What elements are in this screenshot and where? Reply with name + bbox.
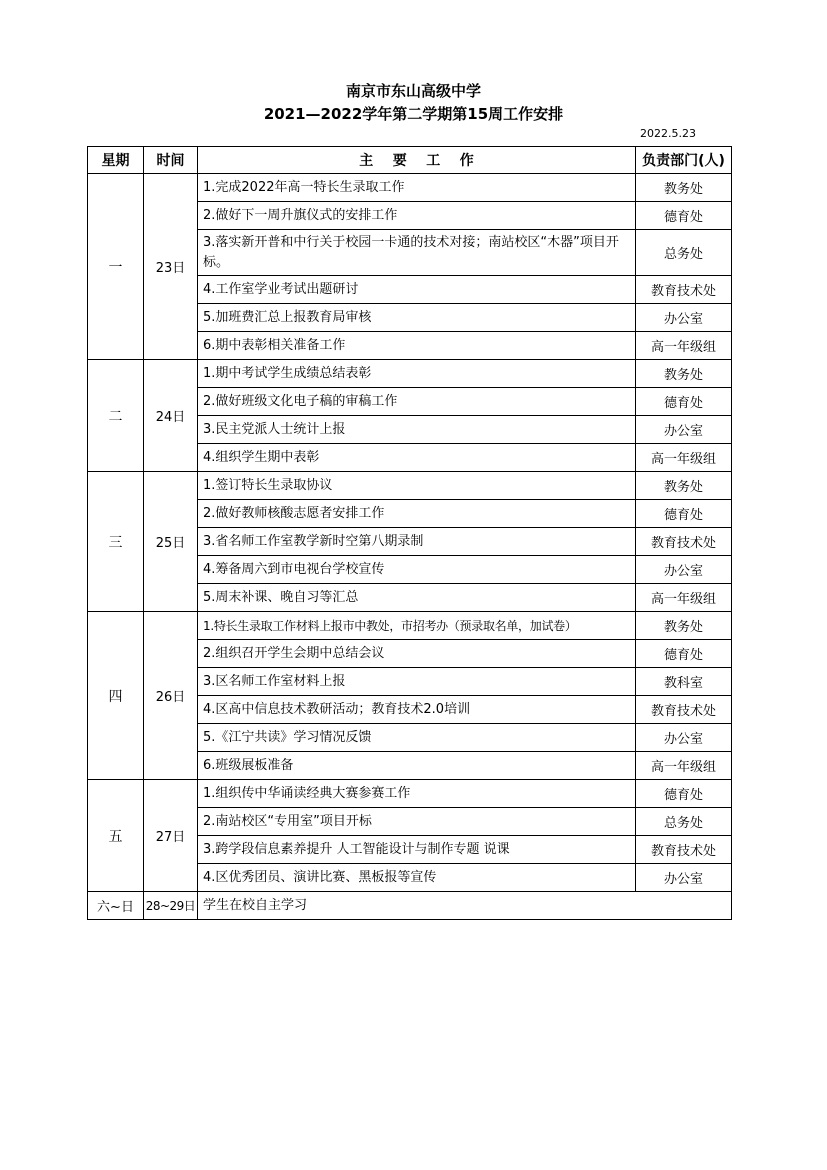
department-cell: 德育处 xyxy=(636,500,732,528)
task-cell: 3.省名师工作室教学新时空第八期录制 xyxy=(198,528,636,556)
department-cell: 办公室 xyxy=(636,556,732,584)
department-cell: 教务处 xyxy=(636,472,732,500)
task-cell: 6.期中表彰相关准备工作 xyxy=(198,332,636,360)
table-row xyxy=(88,472,732,500)
table-row xyxy=(88,892,732,920)
table-row xyxy=(88,612,732,640)
task-cell: 2.组织召开学生会期中总结会议 xyxy=(198,640,636,668)
task-cell: 5.《江宁共读》学习情况反馈 xyxy=(198,724,636,752)
weekday-cell: 二 xyxy=(88,360,144,472)
task-cell: 5.加班费汇总上报教育局审核 xyxy=(198,304,636,332)
date-cell: 26日 xyxy=(144,612,198,780)
task-cell: 2.做好班级文化电子稿的审稿工作 xyxy=(198,388,636,416)
task-cell: 2.做好下一周升旗仪式的安排工作 xyxy=(198,202,636,230)
date-cell: 24日 xyxy=(144,360,198,472)
department-cell: 教务处 xyxy=(636,360,732,388)
weekday-cell: 一 xyxy=(88,174,144,360)
task-cell: 2.南站校区“专用室”项目开标 xyxy=(198,808,636,836)
task-cell: 1.特长生录取工作材料上报市中教处，市招考办（预录取名单，加试卷） xyxy=(198,612,636,640)
task-cell: 6.班级展板准备 xyxy=(198,752,636,780)
date-cell: 25日 xyxy=(144,472,198,612)
column-header-weekday: 星期 xyxy=(88,147,144,174)
task-cell: 4.筹备周六到市电视台学校宣传 xyxy=(198,556,636,584)
department-cell: 德育处 xyxy=(636,202,732,230)
date-cell: 28~29日 xyxy=(144,892,198,920)
department-cell: 办公室 xyxy=(636,864,732,892)
task-cell: 3.区名师工作室材料上报 xyxy=(198,668,636,696)
department-cell: 高一年级组 xyxy=(636,332,732,360)
column-header-time: 时间 xyxy=(144,147,198,174)
department-cell: 教育技术处 xyxy=(636,836,732,864)
table-row xyxy=(88,360,732,388)
document-title: 2021—2022学年第二学期第15周工作安排 xyxy=(263,105,564,123)
weekday-cell: 四 xyxy=(88,612,144,780)
department-cell: 教育技术处 xyxy=(636,276,732,304)
department-cell: 教育技术处 xyxy=(636,528,732,556)
task-cell: 4.区高中信息技术教研活动；教育技术2.0培训 xyxy=(198,696,636,724)
department-cell: 总务处 xyxy=(636,230,732,276)
department-cell: 高一年级组 xyxy=(636,584,732,612)
schedule-table xyxy=(87,146,732,920)
task-cell: 5.周末补课、晚自习等汇总 xyxy=(198,584,636,612)
column-header-tasks: 主 要 工 作 xyxy=(198,147,636,174)
department-cell: 高一年级组 xyxy=(636,752,732,780)
task-cell: 4.组织学生期中表彰 xyxy=(198,444,636,472)
department-cell: 教育技术处 xyxy=(636,696,732,724)
weekday-cell: 三 xyxy=(88,472,144,612)
table-row xyxy=(88,174,732,202)
department-cell: 教务处 xyxy=(636,612,732,640)
task-cell: 1.组织传中华诵读经典大赛参赛工作 xyxy=(198,780,636,808)
document-date: 2022.5.23 xyxy=(640,127,696,140)
department-cell: 教务处 xyxy=(636,174,732,202)
task-cell: 学生在校自主学习 xyxy=(198,892,732,920)
task-cell: 4.工作室学业考试出题研讨 xyxy=(198,276,636,304)
school-name: 南京市东山高级中学 xyxy=(345,82,481,100)
department-cell: 办公室 xyxy=(636,724,732,752)
department-cell: 德育处 xyxy=(636,388,732,416)
date-cell: 27日 xyxy=(144,780,198,892)
department-cell: 办公室 xyxy=(636,416,732,444)
weekday-cell: 五 xyxy=(88,780,144,892)
task-cell: 3.落实新开普和中行关于校园一卡通的技术对接；南站校区“木器”项目开标。 xyxy=(198,230,636,276)
task-cell: 1.签订特长生录取协议 xyxy=(198,472,636,500)
department-cell: 办公室 xyxy=(636,304,732,332)
task-cell: 3.民主党派人士统计上报 xyxy=(198,416,636,444)
department-cell: 德育处 xyxy=(636,780,732,808)
header-row xyxy=(88,147,732,174)
weekday-cell: 六~日 xyxy=(88,892,144,920)
department-cell: 总务处 xyxy=(636,808,732,836)
task-cell: 1.完成2022年高一特长生录取工作 xyxy=(198,174,636,202)
table-row xyxy=(88,780,732,808)
date-cell: 23日 xyxy=(144,174,198,360)
task-cell: 4.区优秀团员、演讲比赛、黑板报等宣传 xyxy=(198,864,636,892)
column-header-department: 负责部门(人) xyxy=(636,147,732,174)
task-cell: 3.跨学段信息素养提升 人工智能设计与制作专题 说课 xyxy=(198,836,636,864)
task-cell: 2.做好教师核酸志愿者安排工作 xyxy=(198,500,636,528)
task-cell: 1.期中考试学生成绩总结表彰 xyxy=(198,360,636,388)
department-cell: 德育处 xyxy=(636,640,732,668)
department-cell: 教科室 xyxy=(636,668,732,696)
department-cell: 高一年级组 xyxy=(636,444,732,472)
